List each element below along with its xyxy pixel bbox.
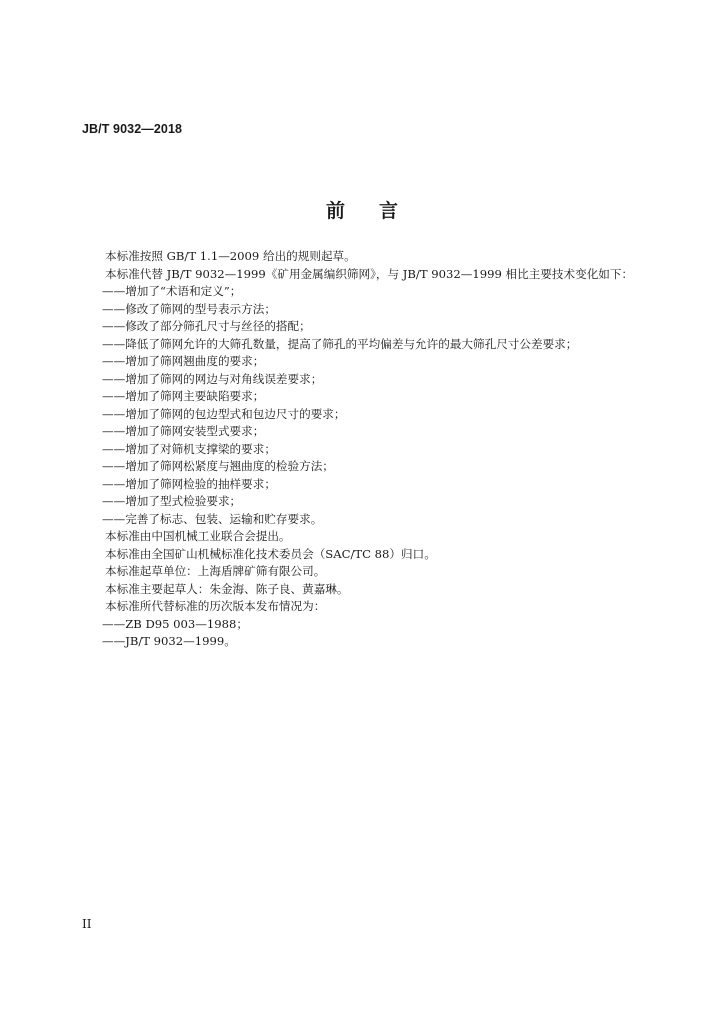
document-code: JB/T 9032—2018 — [82, 122, 183, 136]
change-item: ——增加了筛网检验的抽样要求； — [102, 476, 276, 491]
change-item: ——修改了部分筛孔尺寸与丝径的搭配； — [102, 319, 311, 333]
paragraph-drafting-rules: 本标准按照 GB/T 1.1—2009 给出的规则起草。 — [105, 249, 356, 263]
change-item: ——增加了筛网的包边型式和包边尺寸的要求； — [102, 406, 346, 421]
change-item: ——增加了筛网翘曲度的要求； — [102, 354, 265, 368]
change-item: ——增加了筛网安装型式要求； — [102, 424, 265, 438]
paragraph-drafters: 本标准主要起草人：朱金海、陈子良、黄嘉琳。 — [105, 581, 349, 596]
change-item: ——增加了筛网主要缺陷要求； — [102, 389, 265, 403]
change-item: ——降低了筛网允许的大筛孔数量，提高了筛孔的平均偏差与允许的最大筛孔尺寸公差要求； — [102, 336, 578, 351]
history-item: ——JB/T 9032—1999。 — [102, 634, 236, 648]
paragraph-drafting-unit: 本标准起草单位：上海盾牌矿筛有限公司。 — [105, 564, 326, 578]
change-item: ——增加了型式检验要求； — [102, 494, 242, 508]
title-char-2: 言 — [379, 200, 399, 222]
change-item: ——增加了“术语和定义”； — [102, 284, 242, 298]
paragraph-replacement: 本标准代替 JB/T 9032—1999《矿用金属编织筛网》，与 JB/T 9032—1999 相比主要技术变化如下： — [105, 266, 634, 281]
change-item: ——修改了筛网的型号表示方法； — [102, 301, 276, 316]
change-item: ——完善了标志、包装、运输和贮存要求。 — [102, 511, 323, 526]
history-item: ——ZB D95 003—1988； — [102, 616, 249, 631]
change-item: ——增加了筛网松紧度与翘曲度的检验方法； — [102, 459, 334, 473]
paragraph-history-intro: 本标准所代替标准的历次版本发布情况为： — [105, 599, 326, 613]
page-number: II — [82, 917, 92, 931]
paragraph-committee: 本标准由全国矿山机械标准化技术委员会（SAC/TC 88）归口。 — [105, 546, 436, 561]
change-item: ——增加了对筛机支撑梁的要求； — [102, 441, 276, 456]
page-title — [0, 196, 724, 223]
paragraph-proposer: 本标准由中国机械工业联合会提出。 — [105, 529, 291, 543]
title-char-1: 前 — [325, 200, 345, 222]
foreword-body — [102, 248, 634, 651]
change-item: ——增加了筛网的网边与对角线误差要求； — [102, 371, 323, 386]
